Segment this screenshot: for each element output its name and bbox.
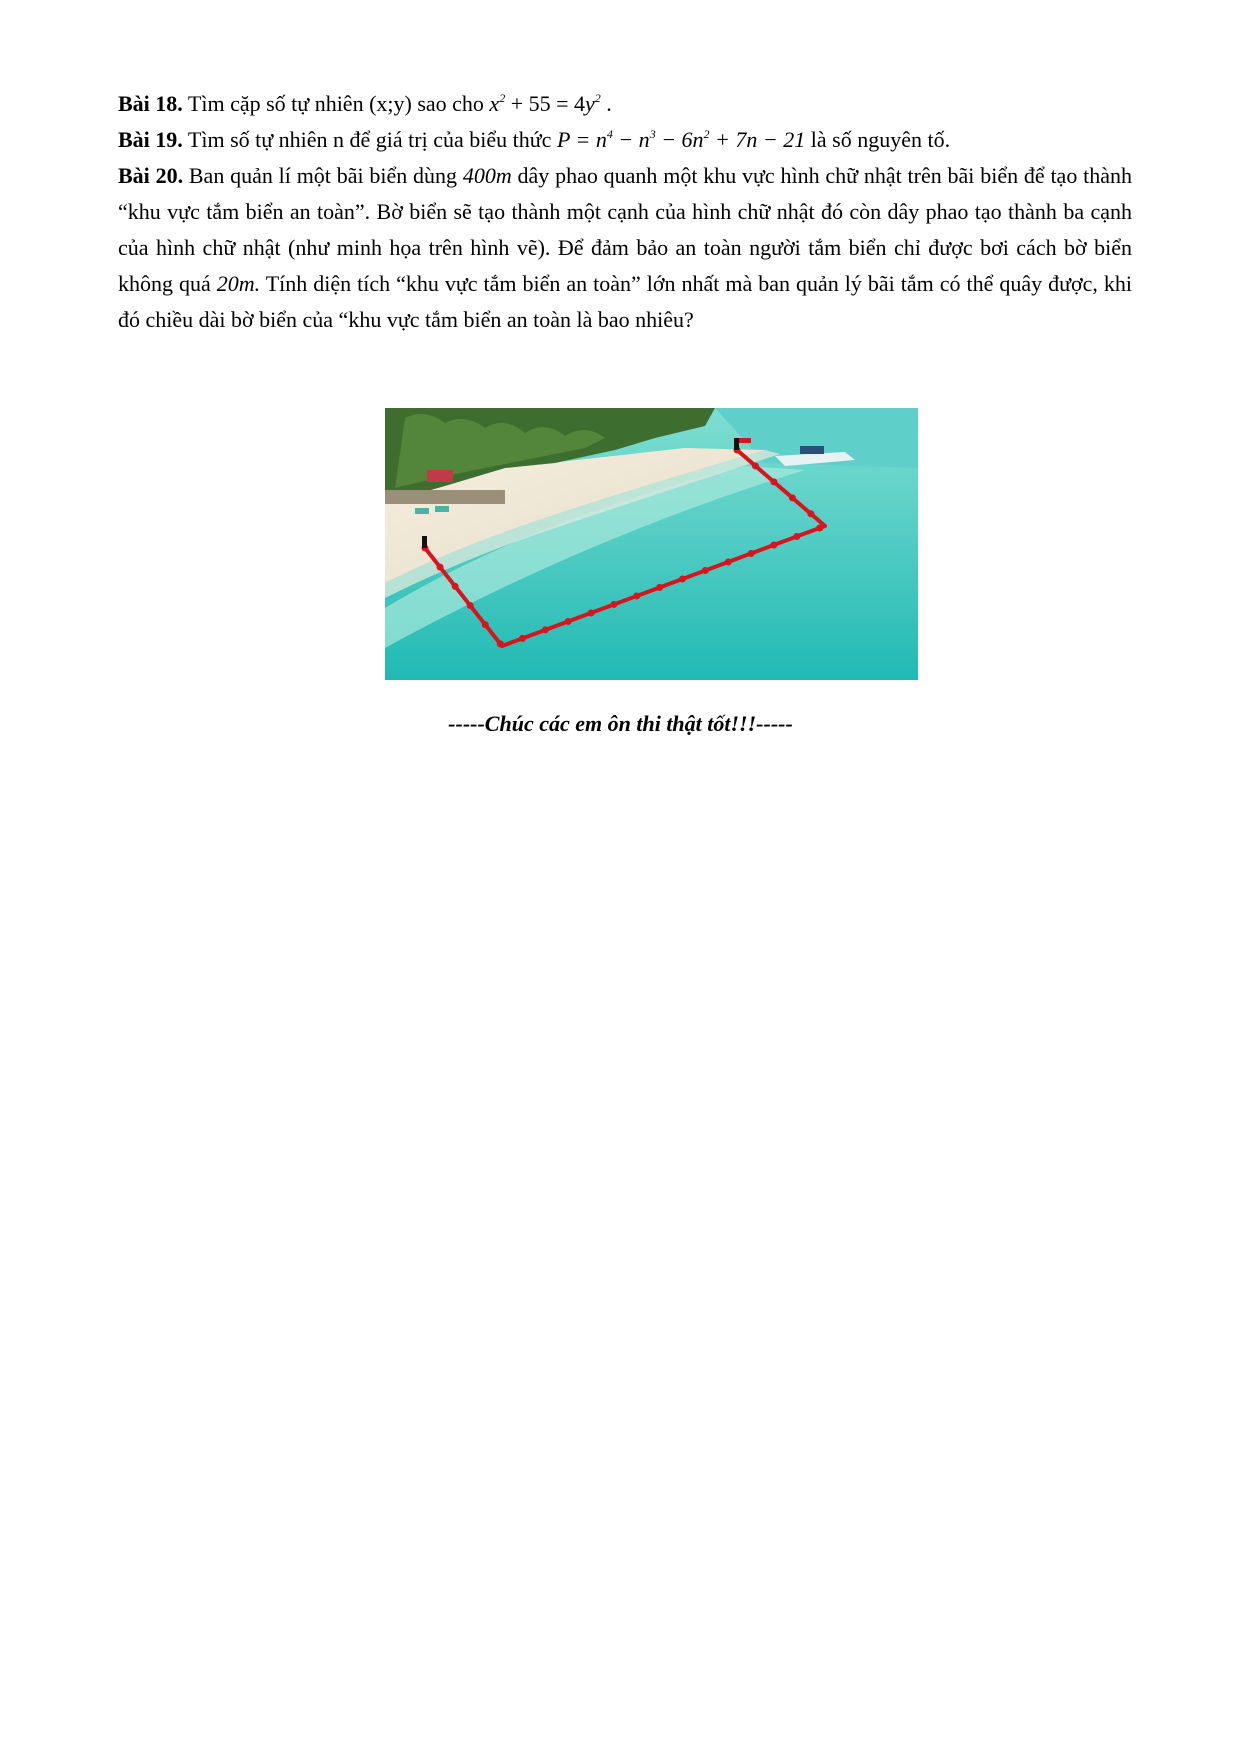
rope-float	[610, 601, 617, 608]
rope-float	[519, 635, 526, 642]
rope-float	[702, 567, 709, 574]
problem-20-text-3: Tính diện tích “khu vực tắm biển an toàn” lớn nhất mà ban quản lý bãi tắm có thể quây được, khi đó chiều dài bờ biển của “khu vực tắm biển an toàn là bao nhiêu?	[118, 271, 1133, 332]
rope-float	[633, 592, 640, 599]
problem-20-text-2: dây phao quanh một khu vực hình chữ nhật trên bãi biển để tạo thành “khu vực tắm biển an toàn”. Bờ biển sẽ tạo thành một cạnh của hình chữ nhật đó còn dây phao tạo thành ba cạnh của hình chữ nhật (như minh họa trên hình vẽ). Để đảm bảo an toàn người tắm biển chỉ được bơi cách bờ biển không quá	[118, 163, 1132, 296]
problem-19-label: Bài 19.	[118, 127, 183, 152]
rope-float	[725, 558, 732, 565]
rope-float	[497, 640, 504, 647]
rope-float	[467, 602, 474, 609]
problem-18-formula: $x^2 + 55 = 4y^2$	[489, 91, 601, 116]
umbrella-stand	[427, 470, 453, 482]
problem-list	[118, 86, 1132, 338]
problem-20-label: Bài 20.	[118, 163, 184, 188]
problem-20	[118, 158, 1132, 338]
problem-18-text: Tìm cặp số tự nhiên (x;y) sao cho	[182, 91, 490, 116]
rope-float	[770, 541, 777, 548]
beach-wall	[385, 490, 505, 504]
beach-chair	[435, 506, 449, 512]
rope-float	[789, 494, 796, 501]
rope-float	[770, 478, 777, 485]
rope-float	[748, 550, 755, 557]
problem-19-end: là số nguyên tố.	[805, 127, 951, 152]
rope-float	[565, 618, 572, 625]
problem-19-formula: $P = n^4 - n^3 - 6n^2 + 7n - 21$	[556, 127, 806, 152]
rope-float	[452, 583, 459, 590]
max-distance: 20m.	[216, 271, 261, 296]
boat-cabin	[800, 446, 824, 454]
closing-message: -----Chúc các em ôn thi thật tốt!!!-----	[448, 711, 793, 736]
buoy	[737, 438, 751, 443]
rope-float	[807, 510, 814, 517]
person-left	[422, 536, 427, 548]
rope-float	[587, 609, 594, 616]
rope-float	[816, 524, 823, 531]
rope-float	[752, 462, 759, 469]
rope-float	[542, 626, 549, 633]
problem-19-text: Tìm số tự nhiên n để giá trị của biểu thức	[182, 127, 557, 152]
rope-float	[482, 621, 489, 628]
rope-float	[679, 575, 686, 582]
problem-18-label: Bài 18.	[118, 91, 183, 116]
beach-chair	[415, 508, 429, 514]
beach-illustration	[385, 408, 918, 680]
person-right	[734, 438, 739, 450]
problem-18-end: .	[600, 91, 612, 116]
rope-length: 400m	[462, 163, 512, 188]
rope-float	[437, 564, 444, 571]
problem-18	[118, 86, 1132, 122]
rope-float	[793, 533, 800, 540]
rope-float	[656, 584, 663, 591]
problem-19	[118, 122, 1132, 158]
problem-20-text-1: Ban quản lí một bãi biển dùng	[183, 163, 463, 188]
